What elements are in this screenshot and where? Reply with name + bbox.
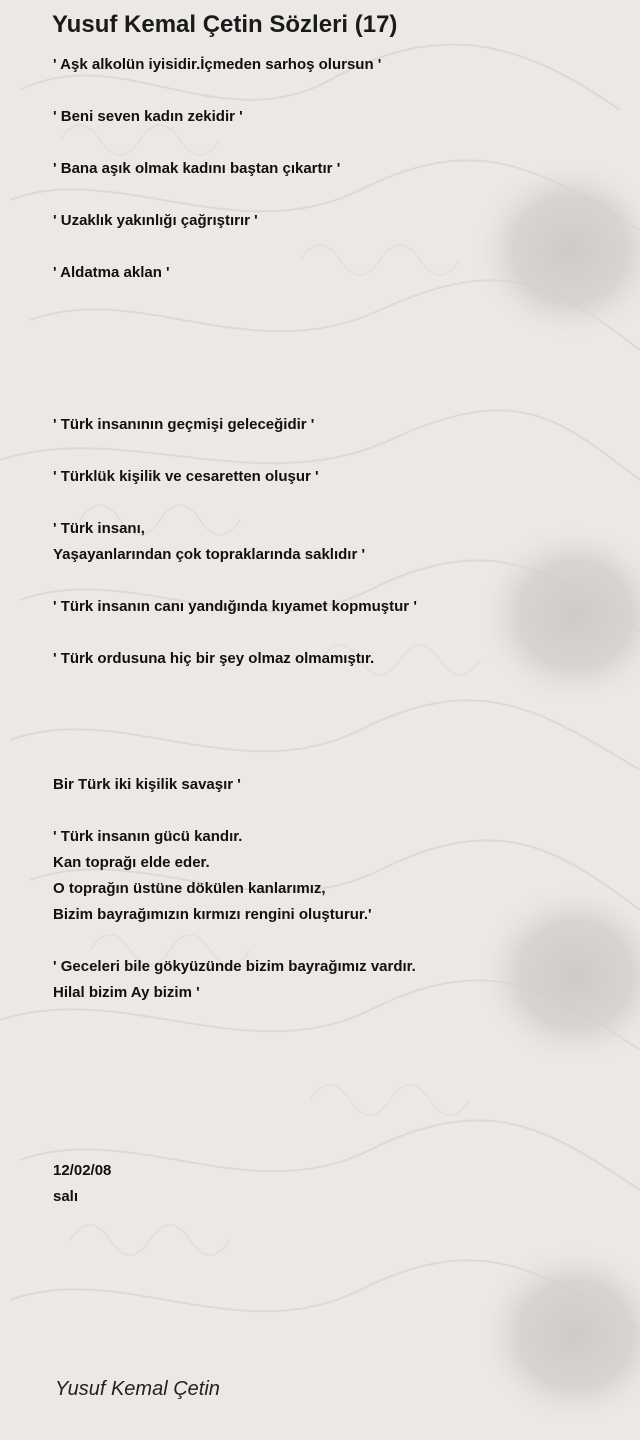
poem-line: Bizim bayrağımızın kırmızı rengini oluşturur.' <box>53 906 372 923</box>
poem-line: ' Türk ordusuna hiç bir şey olmaz olmamıştır. <box>53 650 375 667</box>
poem-line: O toprağın üstüne dökülen kanlarımız, <box>53 880 326 897</box>
poem-line: ' Uzaklık yakınlığı çağrıştırır ' <box>53 212 258 229</box>
poem-line: ' Beni seven kadın zekidir ' <box>53 108 243 125</box>
author-name: Yusuf Kemal Çetin <box>55 1378 220 1400</box>
poem-line: ' Geceleri bile gökyüzünde bizim bayrağımız vardır. <box>53 958 416 975</box>
poem-line: ' Aşk alkolün iyisidir.İçmeden sarhoş olursun ' <box>53 56 382 73</box>
poem-line: Kan toprağı elde eder. <box>53 854 210 871</box>
poem-line: ' Bana aşık olmak kadını baştan çıkartır ' <box>53 160 341 177</box>
poem-line: ' Türklük kişilik ve cesaretten oluşur ' <box>53 468 319 485</box>
poem-line: ' Türk insanın canı yandığında kıyamet kopmuştur ' <box>53 598 417 615</box>
poem-line: Hilal bizim Ay bizim ' <box>53 984 200 1001</box>
poem-day: salı <box>53 1188 79 1205</box>
poem-line: ' Türk insanı, <box>53 520 145 537</box>
page-title: Yusuf Kemal Çetin Sözleri (17) <box>52 11 398 38</box>
poem-line: ' Türk insanının geçmişi geleceğidir ' <box>53 416 315 433</box>
poem-date: 12/02/08 <box>53 1162 112 1179</box>
poem-line: ' Türk insanın gücü kandır. <box>53 828 243 845</box>
poem-line: ' Aldatma aklan ' <box>53 264 170 281</box>
poem-line: Bir Türk iki kişilik savaşır ' <box>53 776 241 793</box>
poem-line: Yaşayanlarından çok topraklarında saklıdır ' <box>53 546 366 563</box>
